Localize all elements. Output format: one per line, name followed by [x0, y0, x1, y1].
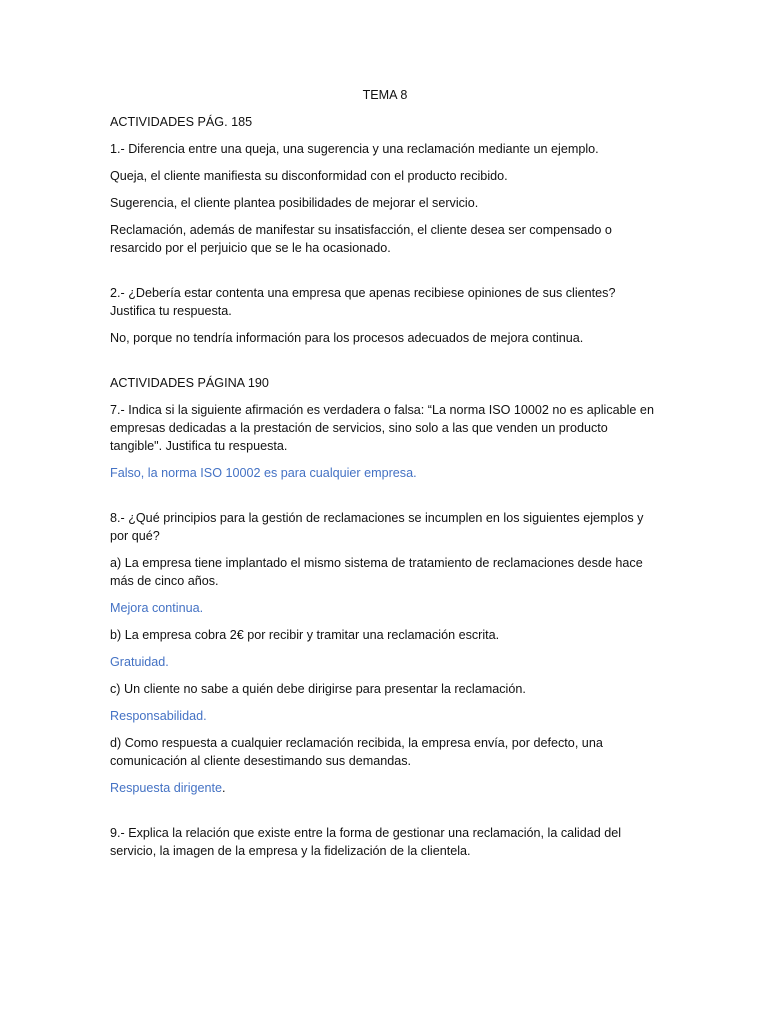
section-heading-185: ACTIVIDADES PÁG. 185	[110, 115, 253, 129]
answer-1-reclamacion: Reclamación, además de manifestar su insatisfacción, el cliente desea ser compensado o resarcido por el perjuicio que se le ha ocasionado.	[110, 223, 612, 255]
answer-8d-period: .	[222, 781, 226, 795]
answer-8b: Gratuidad.	[110, 655, 169, 669]
spacer	[110, 491, 660, 509]
answer-2: No, porque no tendría información para los procesos adecuados de mejora continua.	[110, 331, 584, 345]
question-7: 7.- Indica si la siguiente afirmación es verdadera o falsa: “La norma ISO 10002 no es aplicable en empresas dedicadas a la prestación de servicios, sino solo a las que venden un producto tangible". Justifica tu respuesta.	[110, 403, 654, 453]
answer-1-sugerencia: Sugerencia, el cliente plantea posibilidades de mejorar el servicio.	[110, 196, 479, 210]
question-1: 1.- Diferencia entre una queja, una sugerencia y una reclamación mediante un ejemplo.	[110, 142, 599, 156]
section-heading-190: ACTIVIDADES PÁGINA 190	[110, 376, 269, 390]
question-8d: d) Como respuesta a cualquier reclamación recibida, la empresa envía, por defecto, una comunicación al cliente desestimando sus demandas.	[110, 736, 603, 768]
spacer	[110, 806, 660, 824]
document-title: TEMA 8	[362, 88, 408, 102]
document-body	[110, 86, 660, 869]
answer-8d: Respuesta dirigente	[110, 781, 223, 795]
question-2: 2.- ¿Debería estar contenta una empresa que apenas recibiese opiniones de sus clientes? Justifica tu respuesta.	[110, 286, 616, 318]
question-8: 8.- ¿Qué principios para la gestión de reclamaciones se incumplen en los siguientes ejemplos y por qué?	[110, 511, 644, 543]
answer-8d-line	[110, 779, 660, 797]
question-8a: a) La empresa tiene implantado el mismo sistema de tratamiento de reclamaciones desde hace más de cinco años.	[110, 556, 643, 588]
answer-1-queja: Queja, el cliente manifiesta su disconformidad con el producto recibido.	[110, 169, 508, 183]
question-8b: b) La empresa cobra 2€ por recibir y tramitar una reclamación escrita.	[110, 628, 500, 642]
answer-7: Falso, la norma ISO 10002 es para cualquier empresa.	[110, 466, 417, 480]
spacer	[110, 266, 660, 284]
answer-8c: Responsabilidad.	[110, 709, 207, 723]
spacer	[110, 356, 660, 374]
question-9: 9.- Explica la relación que existe entre la forma de gestionar una reclamación, la calidad del servicio, la imagen de la empresa y la fidelización de la clientela.	[110, 826, 622, 858]
answer-8a: Mejora continua.	[110, 601, 204, 615]
question-8c: c) Un cliente no sabe a quién debe dirigirse para presentar la reclamación.	[110, 682, 526, 696]
